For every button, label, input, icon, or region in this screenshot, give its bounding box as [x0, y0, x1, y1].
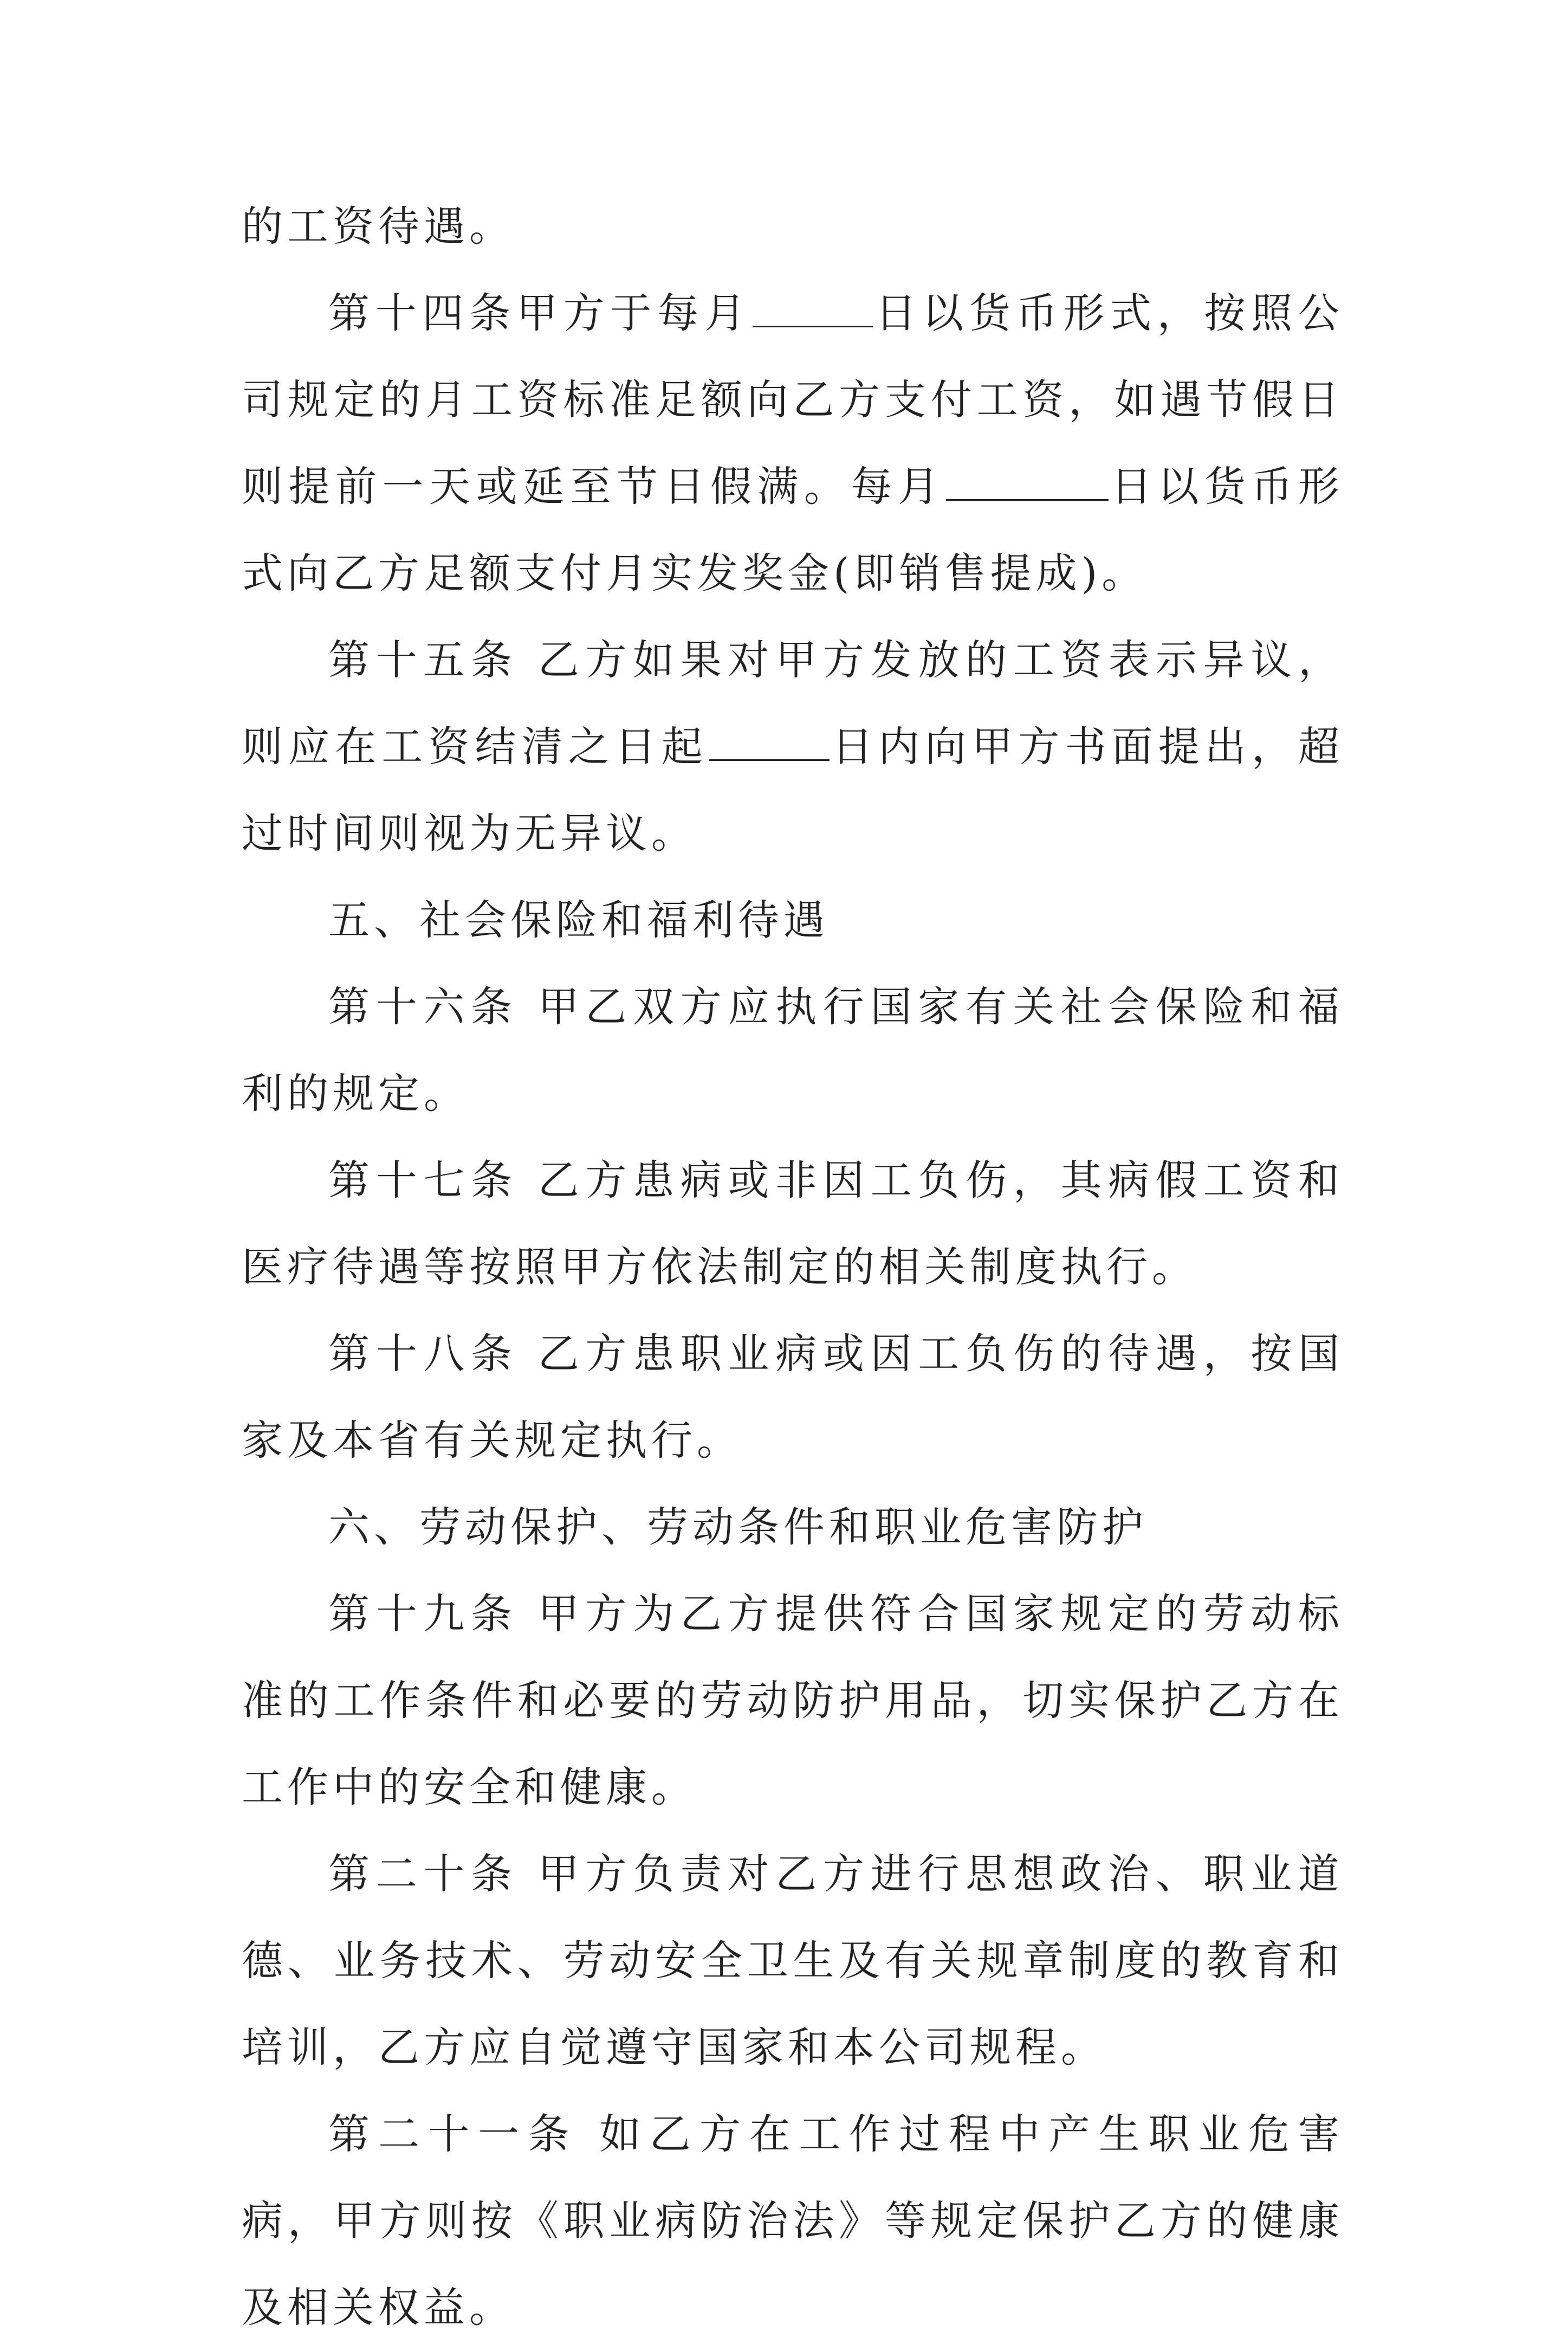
article-14-text-b: 日以货币形式，按照公司规定的月工资标准足额向乙方支付工资，如遇节假日则提前一天或延至节日假满。每月: [242, 289, 1344, 511]
article-20: 第二十条 甲方负责对乙方进行思想政治、职业道德、业务技术、劳动安全卫生及有关规章制度的教育和培训，乙方应自觉遵守国家和本公司规程。: [242, 1850, 1344, 2071]
article-14: [242, 270, 1344, 617]
article-19: 第十九条 甲方为乙方提供符合国家规定的劳动标准的工作条件和必要的劳动防护用品，切实保护乙方在工作中的安全和健康。: [242, 1590, 1344, 1811]
article-14-text-c: 日以货币形式向乙方足额支付月实发奖金(即销售提成)。: [242, 462, 1344, 597]
section-heading-6: 六、劳动保护、劳动条件和职业危害防护: [328, 1503, 1148, 1551]
article-15-text-a: 第十五条 乙方如果对甲方发放的工资表示异议，则应在工资结清之日起: [242, 636, 1344, 771]
article-16: 第十六条 甲乙双方应执行国家有关社会保险和福利的规定。: [242, 983, 1344, 1118]
blank-line: [709, 726, 830, 761]
article-17: 第十七条 乙方患病或非因工负伤，其病假工资和医疗待遇等按照甲方依法制定的相关制度执行。: [242, 1156, 1344, 1291]
article-15-text-b: 日内向甲方书面提出，超过时间则视为无异议。: [242, 722, 1344, 857]
section-heading-5: 五、社会保险和福利待遇: [328, 896, 829, 944]
article-21: 第二十一条 如乙方在工作过程中产生职业危害病，甲方则按《职业病防治法》等规定保护乙方的健康及相关权益。: [242, 2110, 1344, 2331]
paragraph-wage-continued: 的工资待遇。: [242, 202, 515, 250]
article-18: 第十八条 乙方患职业病或因工负伤的待遇，按国家及本省有关规定执行。: [242, 1329, 1344, 1464]
blank-line: [946, 466, 1109, 501]
contract-body: [242, 183, 1344, 2351]
blank-line: [753, 292, 873, 327]
article-15: [242, 617, 1344, 877]
article-14-text-a: 第十四条甲方于每月: [328, 289, 751, 337]
